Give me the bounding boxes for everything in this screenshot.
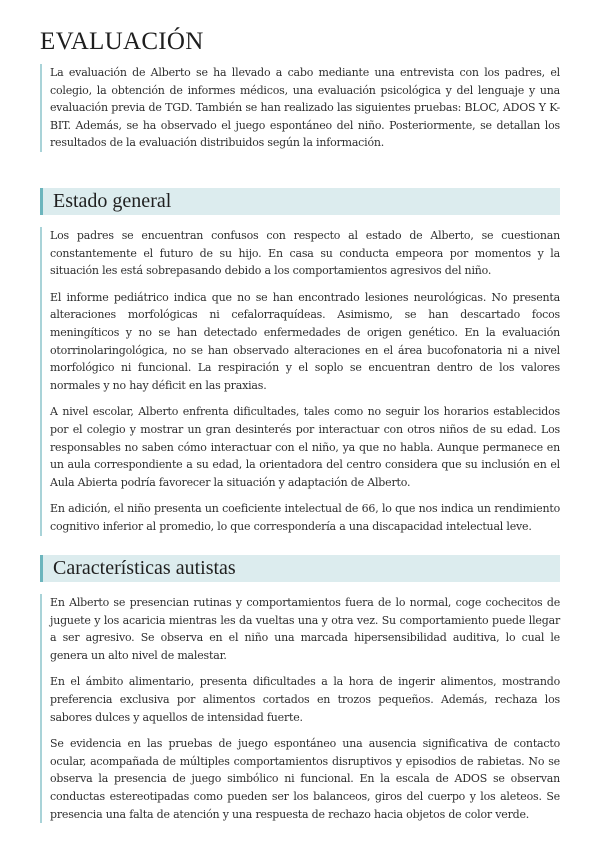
intro-block	[40, 64, 560, 152]
section-title: Características autistas	[53, 557, 236, 579]
section-header-caracteristicas-autistas	[40, 555, 560, 582]
paragraph: En el ámbito alimentario, presenta dificultades a la hora de ingerir alimentos, mostrando preferencia exclusiva por alimentos cortados en trozos pequeños. Además, rechaza los sabores dulces y aquellos de intensidad fuerte.	[50, 675, 560, 724]
section-header-estado-general	[40, 188, 560, 215]
paragraph: En Alberto se presencian rutinas y comportamientos fuera de lo normal, coge cochecitos de juguete y los acaricia mientras les da vueltas una y otra vez. Su comportamiento puede llegar a ser agresivo. Se observa en el niño una marcada hipersensibilidad auditiva, lo cual le genera un alto nivel de malestar.	[50, 596, 560, 662]
intro-paragraph: La evaluación de Alberto se ha llevado a cabo mediante una entrevista con los padres, el colegio, la obtención de informes médicos, una evaluación psicológica y del lenguaje y una evaluación previa de TGD. También se han realizado las siguientes pruebas: BLOC, ADOS Y K-BIT. Además, se ha observado el juego espontáneo del niño. Posteriormente, se detallan los resultados de la evaluación distribuidos según la información.	[50, 66, 560, 150]
paragraph: El informe pediátrico indica que no se han encontrado lesiones neurológicas. No presenta alteraciones morfológicas ni cefalorraquídeas. Asimismo, se han descartado focos meningíticos y no se han detectado enfermedades de origen genético. En la evaluación otorrinolaringológica, no se han observado alteraciones en el área bucofonatoria ni a nivel morfológico ni funcional. La respiración y el soplo se encuentran dentro de los valores normales y no hay déficit en las praxias.	[50, 290, 560, 392]
paragraph: Se evidencia en las pruebas de juego espontáneo una ausencia significativa de contacto ocular, acompañada de múltiples comportamientos disruptivos y episodios de rabietas. No se observa la presencia de juego simbólico ni funcional. En la escala de ADOS se observan conductas estereotipadas como pueden ser los balanceos, giros del cuerpo y los aleteos. Se presencia una falta de atención y una respuesta de rechazo hacia objetos de color verde.	[50, 737, 560, 821]
paragraph: Los padres se encuentran confusos con respecto al estado de Alberto, se cuestionan constantemente el futuro de su hijo. En casa su conducta empeora por momentos y la situación les está sobrepasando debido a los comportamientos agresivos del niño.	[50, 229, 560, 278]
paragraph: En adición, el niño presenta un coeficiente intelectual de 66, lo que nos indica un rendimiento cognitivo inferior al promedio, lo que correspondería a una discapacidad intelectual leve.	[50, 502, 560, 533]
caracteristicas-autistas-block	[40, 594, 560, 823]
page-title: EVALUACIÓN	[40, 28, 204, 55]
estado-general-block	[40, 227, 560, 536]
paragraph: A nivel escolar, Alberto enfrenta dificultades, tales como no seguir los horarios establecidos por el colegio y mostrar un gran desinterés por interactuar con otros niños de su edad. Los responsables no saben cómo interactuar con el niño, ya que no habla. Aunque permanece en un aula correspondiente a su edad, la orientadora del centro considera que su inclusión en el Aula Abierta podría favorecer la situación y adaptación de Alberto.	[50, 405, 560, 489]
section-title: Estado general	[53, 190, 172, 212]
